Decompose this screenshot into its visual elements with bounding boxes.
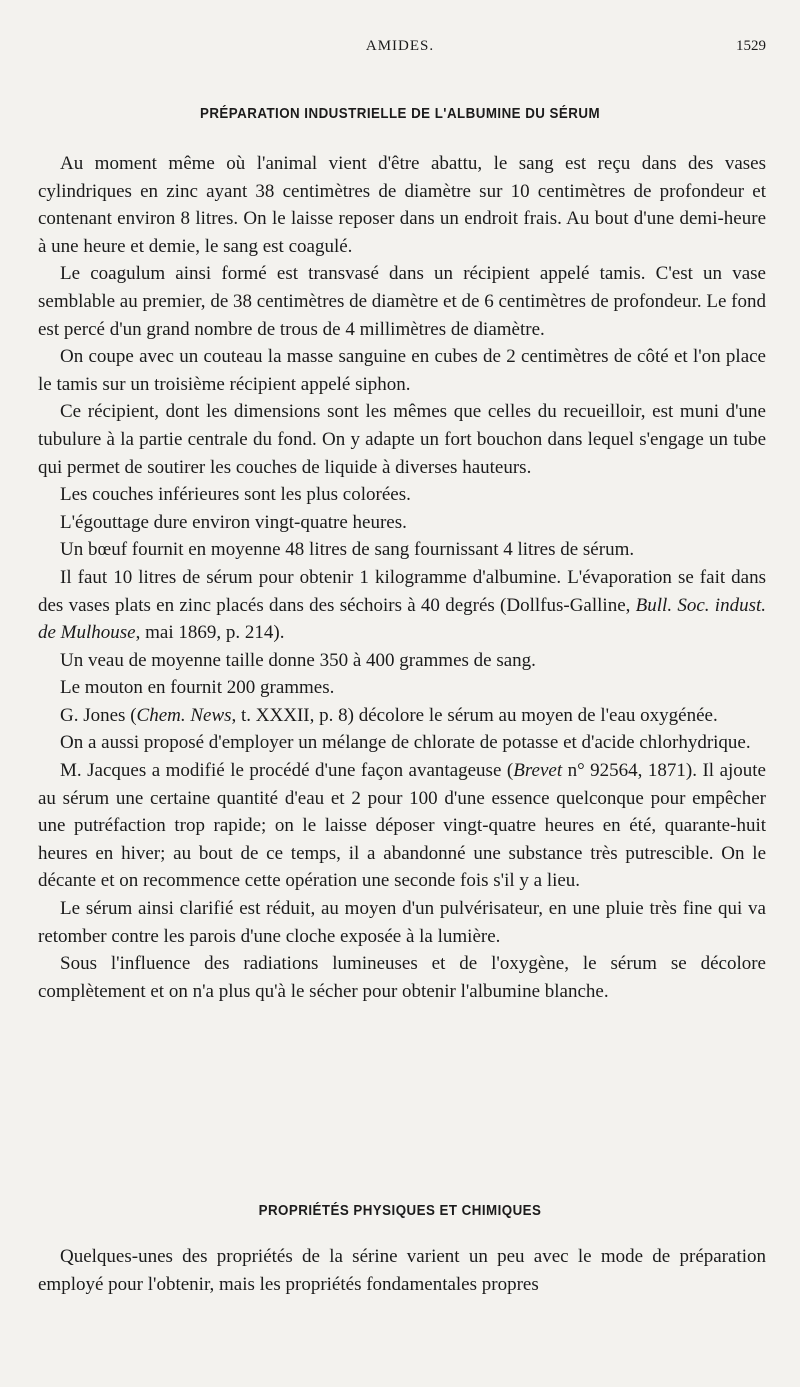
paragraph: Au moment même où l'animal vient d'être abattu, le sang est reçu dans des vases cylindriques en zinc ayant 38 centimètres de diamètre sur 10 centimètres de profondeur et contenant environ 8 litres. On le laisse reposer dans un endroit frais. Au bout d'une demi-heure à une heure et demie, le sang est coagulé. xyxy=(38,153,766,257)
section-body xyxy=(38,1243,766,1298)
paragraph: Le sérum ainsi clarifié est réduit, au moyen d'un pulvérisateur, en une pluie très fine qui va retomber contre les parois d'une cloche exposée à la lumière. xyxy=(38,898,766,947)
text-run: , mai 1869, p. 214). xyxy=(135,622,285,644)
paragraph: Sous l'influence des radiations lumineuses et de l'oxygène, le sérum se décolore complètement et on n'a plus qu'à le sécher pour obtenir l'albumine blanche. xyxy=(38,953,766,1002)
paragraph: On a aussi proposé d'employer un mélange de chlorate de potasse et d'acide chlorhydrique. xyxy=(60,732,751,754)
paragraph: Ce récipient, dont les dimensions sont les mêmes que celles du recueilloir, est muni d'une tubulure à la partie centrale du fond. On y adapte un fort bouchon dans lequel s'engage un tube qui permet de soutirer les couches de liquide à diverses hauteurs. xyxy=(38,401,766,478)
running-head xyxy=(0,36,800,60)
section-title: PRÉPARATION INDUSTRIELLE DE L'ALBUMINE DU SÉRUM xyxy=(199,106,601,122)
text-run: M. Jacques a modifié le procédé d'une façon avantageuse ( xyxy=(60,760,514,782)
paragraph: Un bœuf fournit en moyenne 48 litres de sang fournissant 4 litres de sérum. xyxy=(60,539,635,561)
paragraph: On coupe avec un couteau la masse sanguine en cubes de 2 centimètres de côté et l'on place le tamis sur un troisième récipient appelé siphon. xyxy=(38,346,766,395)
paragraph xyxy=(38,564,766,647)
text-run: G. Jones ( xyxy=(60,704,137,726)
text-run: , t. XXXII, p. 8) décolore le sérum au moyen de l'eau oxygénée. xyxy=(231,704,718,726)
paragraph: Le coagulum ainsi formé est transvasé dans un récipient appelé tamis. C'est un vase semblable au premier, de 38 centimètres de diamètre et de 6 centimètres de profondeur. Le fond est percé d'un grand nombre de trous de 4 millimètres de diamètre. xyxy=(38,263,766,340)
text-run: Il faut 10 litres de sérum pour obtenir 1 kilogramme d'albumine. L'évaporation se fait dans des vases plats en zinc placés dans des séchoirs à 40 degrés (Dollfus-Galline, xyxy=(38,566,766,616)
section-title: PROPRIÉTÉS PHYSIQUES ET CHIMIQUES xyxy=(258,1203,542,1219)
citation-title: Bull. Soc. indust. de Mulhouse xyxy=(38,594,766,644)
paragraph xyxy=(38,757,766,895)
paragraph: Quelques-unes des propriétés de la sérine varient un peu avec le mode de préparation employé pour l'obtenir, mais les propriétés fondamentales propres xyxy=(38,1246,766,1295)
running-title: AMIDES. xyxy=(365,38,435,54)
paragraph xyxy=(38,702,766,730)
paragraph: Le mouton en fournit 200 grammes. xyxy=(60,677,335,699)
paragraph: L'égouttage dure environ vingt-quatre heures. xyxy=(60,511,407,533)
paragraph: Les couches inférieures sont les plus colorées. xyxy=(60,484,411,506)
citation-title: Brevet xyxy=(513,760,563,782)
section-body xyxy=(38,150,766,1005)
citation-title: Chem. News xyxy=(136,704,232,726)
page-number: 1529 xyxy=(736,38,766,54)
text-run: n° 92564, 1871). Il ajoute au sérum une certaine quantité d'eau et 2 pour 100 d'une essence quelconque pour empêcher une putréfaction trop rapide; on le laisse déposer vingt-quatre heures en été, quarante-huit heures en hiver; au bout de ce temps, il a abandonné une substance très putrescible. On le décante et on recommence cette opération une seconde fois s'il y a lieu. xyxy=(38,760,766,892)
paragraph: Un veau de moyenne taille donne 350 à 400 grammes de sang. xyxy=(60,649,536,671)
